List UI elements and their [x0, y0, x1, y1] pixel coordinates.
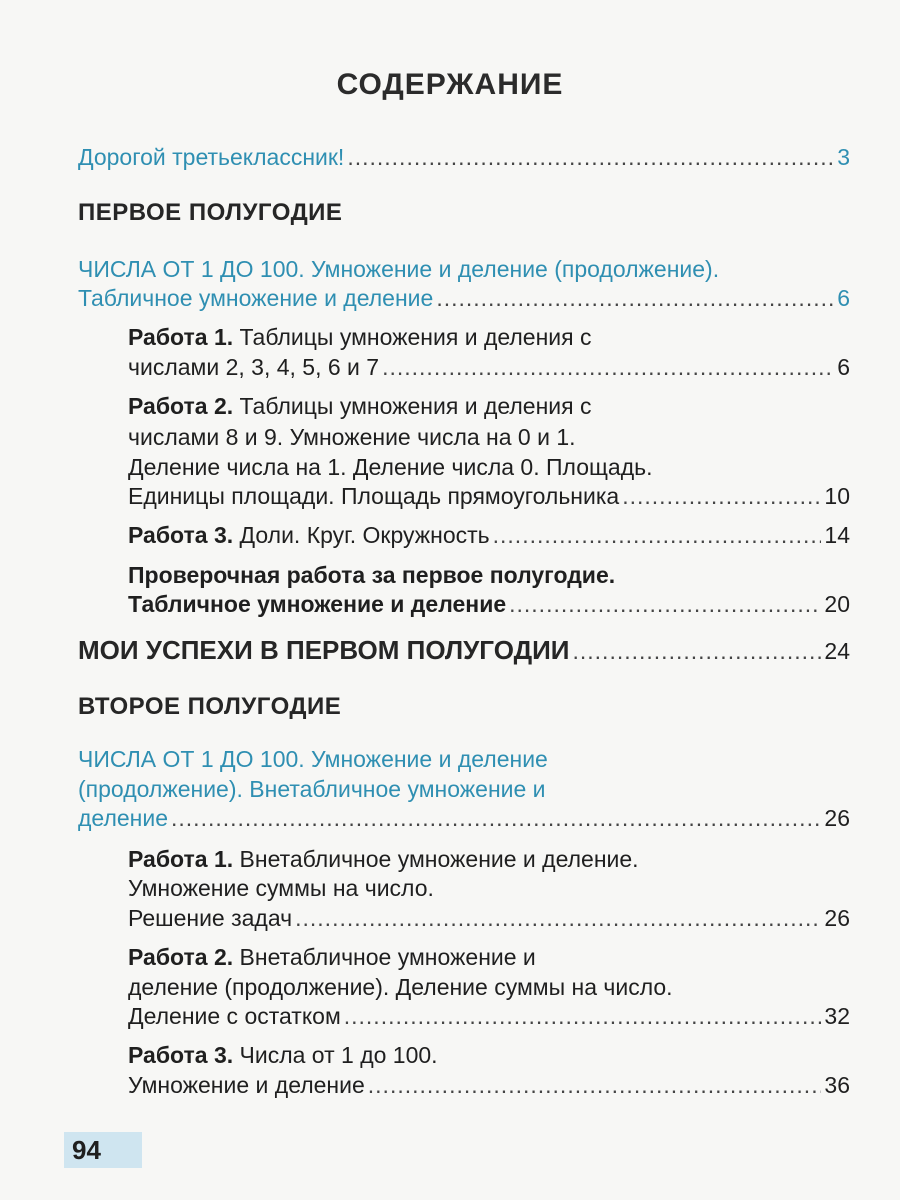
toc-sh-work-1-line2: Умножение суммы на число.	[128, 875, 434, 901]
section-heading-second-half: ВТОРОЕ ПОЛУГОДИЕ	[78, 693, 342, 720]
leader-dots	[347, 143, 834, 172]
work-label: Работа 1.	[128, 846, 234, 872]
toc-page-number: 3	[837, 144, 850, 170]
work-label: Работа 3.	[128, 1042, 234, 1068]
section-heading-first-half: ПЕРВОЕ ПОЛУГОДИЕ	[78, 199, 343, 226]
toc-entry-label: Дорогой третьеклассник!	[78, 144, 345, 170]
leader-dots	[509, 590, 821, 619]
toc-page-number: 14	[824, 522, 850, 548]
toc-page-number: 36	[824, 1072, 850, 1098]
toc-topic-second-half[interactable]	[78, 804, 850, 833]
toc-sh-work-1-line1	[128, 845, 850, 874]
toc-topic-second-half-line2: (продолжение). Внетабличное умножение и	[78, 776, 546, 802]
toc-entry-label: Единицы площади. Площадь прямоугольника	[128, 483, 620, 509]
leader-dots	[344, 1002, 822, 1031]
page-number: 94	[72, 1135, 101, 1165]
toc-sh-work-2-line1	[128, 943, 850, 972]
leader-dots	[171, 804, 821, 833]
leader-dots	[295, 904, 821, 933]
toc-topic-first-half[interactable]	[78, 284, 850, 313]
toc-page-number: 20	[824, 591, 850, 617]
work-label: Работа 3.	[128, 522, 234, 548]
leader-dots	[493, 521, 822, 550]
work-label: Работа 1.	[128, 324, 234, 350]
toc-topic-second-half-line1: ЧИСЛА ОТ 1 ДО 100. Умножение и деление	[78, 746, 548, 772]
work-title: Числа от 1 до 100.	[239, 1042, 438, 1068]
leader-dots	[368, 1071, 822, 1100]
leader-dots	[622, 482, 821, 511]
toc-topic-first-half-line1: ЧИСЛА ОТ 1 ДО 100. Умножение и деление (продолжение).	[78, 256, 720, 282]
toc-page-number: 24	[824, 638, 850, 664]
toc-page-number: 32	[824, 1003, 850, 1029]
toc-work-1[interactable]	[128, 353, 850, 382]
toc-page-number: 6	[837, 354, 850, 380]
toc-entry-label	[128, 521, 490, 550]
toc-sh-work-1[interactable]	[128, 904, 850, 933]
leader-dots	[382, 353, 834, 382]
toc-work-2[interactable]	[128, 482, 850, 511]
toc-page-number: 26	[824, 805, 850, 831]
leader-dots	[573, 637, 822, 666]
toc-test[interactable]	[128, 590, 850, 619]
toc-sh-work-3-line1	[128, 1041, 850, 1070]
toc-entry-label: Деление с остатком	[128, 1003, 341, 1029]
toc-entry-label: Табличное умножение и деление	[78, 285, 434, 311]
toc-entry-intro[interactable]	[78, 143, 850, 172]
toc-work-3[interactable]	[128, 521, 850, 550]
toc-entry-label: Умножение и деление	[128, 1072, 365, 1098]
toc-work-1-line1	[128, 323, 850, 352]
toc-entry-label: МОИ УСПЕХИ В ПЕРВОМ ПОЛУГОДИИ	[78, 635, 570, 665]
toc-work-2-line2: числами 8 и 9. Умножение числа на 0 и 1.	[128, 424, 576, 450]
toc-page-number: 10	[824, 483, 850, 509]
work-label: Работа 2.	[128, 393, 234, 419]
work-title: Доли. Круг. Окружность	[239, 522, 490, 548]
toc-entry-label: деление	[78, 805, 169, 831]
work-label: Работа 2.	[128, 944, 234, 970]
toc-sh-work-2-line2: деление (продолжение). Деление суммы на число.	[128, 974, 673, 1000]
toc-entry-label: числами 2, 3, 4, 5, 6 и 7	[128, 354, 380, 380]
toc-success[interactable]	[78, 636, 850, 666]
toc-sh-work-3[interactable]	[128, 1071, 850, 1100]
leader-dots	[436, 284, 834, 313]
work-title: Таблицы умножения и деления с	[239, 393, 592, 419]
page-title: СОДЕРЖАНИЕ	[336, 68, 564, 101]
toc-sh-work-2[interactable]	[128, 1002, 850, 1031]
toc-page-number: 6	[837, 285, 850, 311]
toc-page-number: 26	[824, 905, 850, 931]
work-title: Внетабличное умножение и	[239, 944, 536, 970]
toc-test-line1: Проверочная работа за первое полугодие.	[128, 562, 616, 588]
work-title: Таблицы умножения и деления с	[239, 324, 592, 350]
toc-work-2-line3: Деление числа на 1. Деление числа 0. Площадь.	[128, 454, 653, 480]
work-title: Внетабличное умножение и деление.	[239, 846, 639, 872]
toc-work-2-line1	[128, 392, 850, 421]
toc-entry-label: Табличное умножение и деление	[128, 591, 507, 617]
toc-entry-label: Решение задач	[128, 905, 293, 931]
